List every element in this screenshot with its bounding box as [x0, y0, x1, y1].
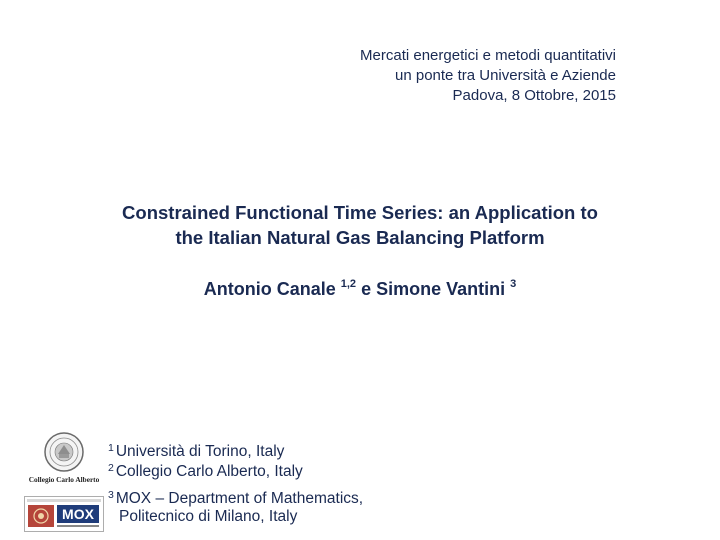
affiliation-3: [108, 490, 363, 526]
title-line-2: the Italian Natural Gas Balancing Platform: [175, 227, 545, 248]
author-affiliation-marker: 3: [510, 278, 517, 290]
conference-name: Mercati energetici e metodi quantitativi: [360, 47, 616, 64]
affiliation-number: 2: [108, 462, 114, 474]
affiliation-1: [108, 443, 284, 461]
mox-logo: [24, 496, 104, 532]
author-conjunction: e: [361, 279, 372, 299]
conference-subtitle: un ponte tra Università e Aziende: [395, 67, 616, 84]
author-name: Antonio Canale: [203, 279, 336, 299]
affiliation-text: MOX – Department of Mathematics,: [115, 490, 364, 507]
affiliation-2: [108, 463, 303, 481]
author-affiliation-marker: 1,2: [340, 278, 357, 290]
author-name: Simone Vantini: [376, 279, 506, 299]
title-line-1: Constrained Functional Time Series: an Application to: [122, 202, 598, 223]
affiliation-text: Università di Torino, Italy: [115, 443, 285, 460]
authors: [0, 279, 720, 300]
presentation-title: [0, 200, 720, 250]
conference-date: Padova, 8 Ottobre, 2015: [452, 87, 616, 104]
affiliation-number: 3: [108, 489, 114, 501]
mox-logo-text: MOX: [62, 506, 94, 522]
affiliation-number: 1: [108, 442, 114, 454]
collegio-carlo-alberto-logo: [24, 430, 104, 490]
cca-logo-text: Collegio Carlo Alberto: [28, 475, 100, 484]
affiliation-text: Collegio Carlo Alberto, Italy: [115, 463, 303, 480]
affiliation-text-continued: Politecnico di Milano, Italy: [119, 508, 298, 525]
conference-info: [360, 46, 616, 106]
